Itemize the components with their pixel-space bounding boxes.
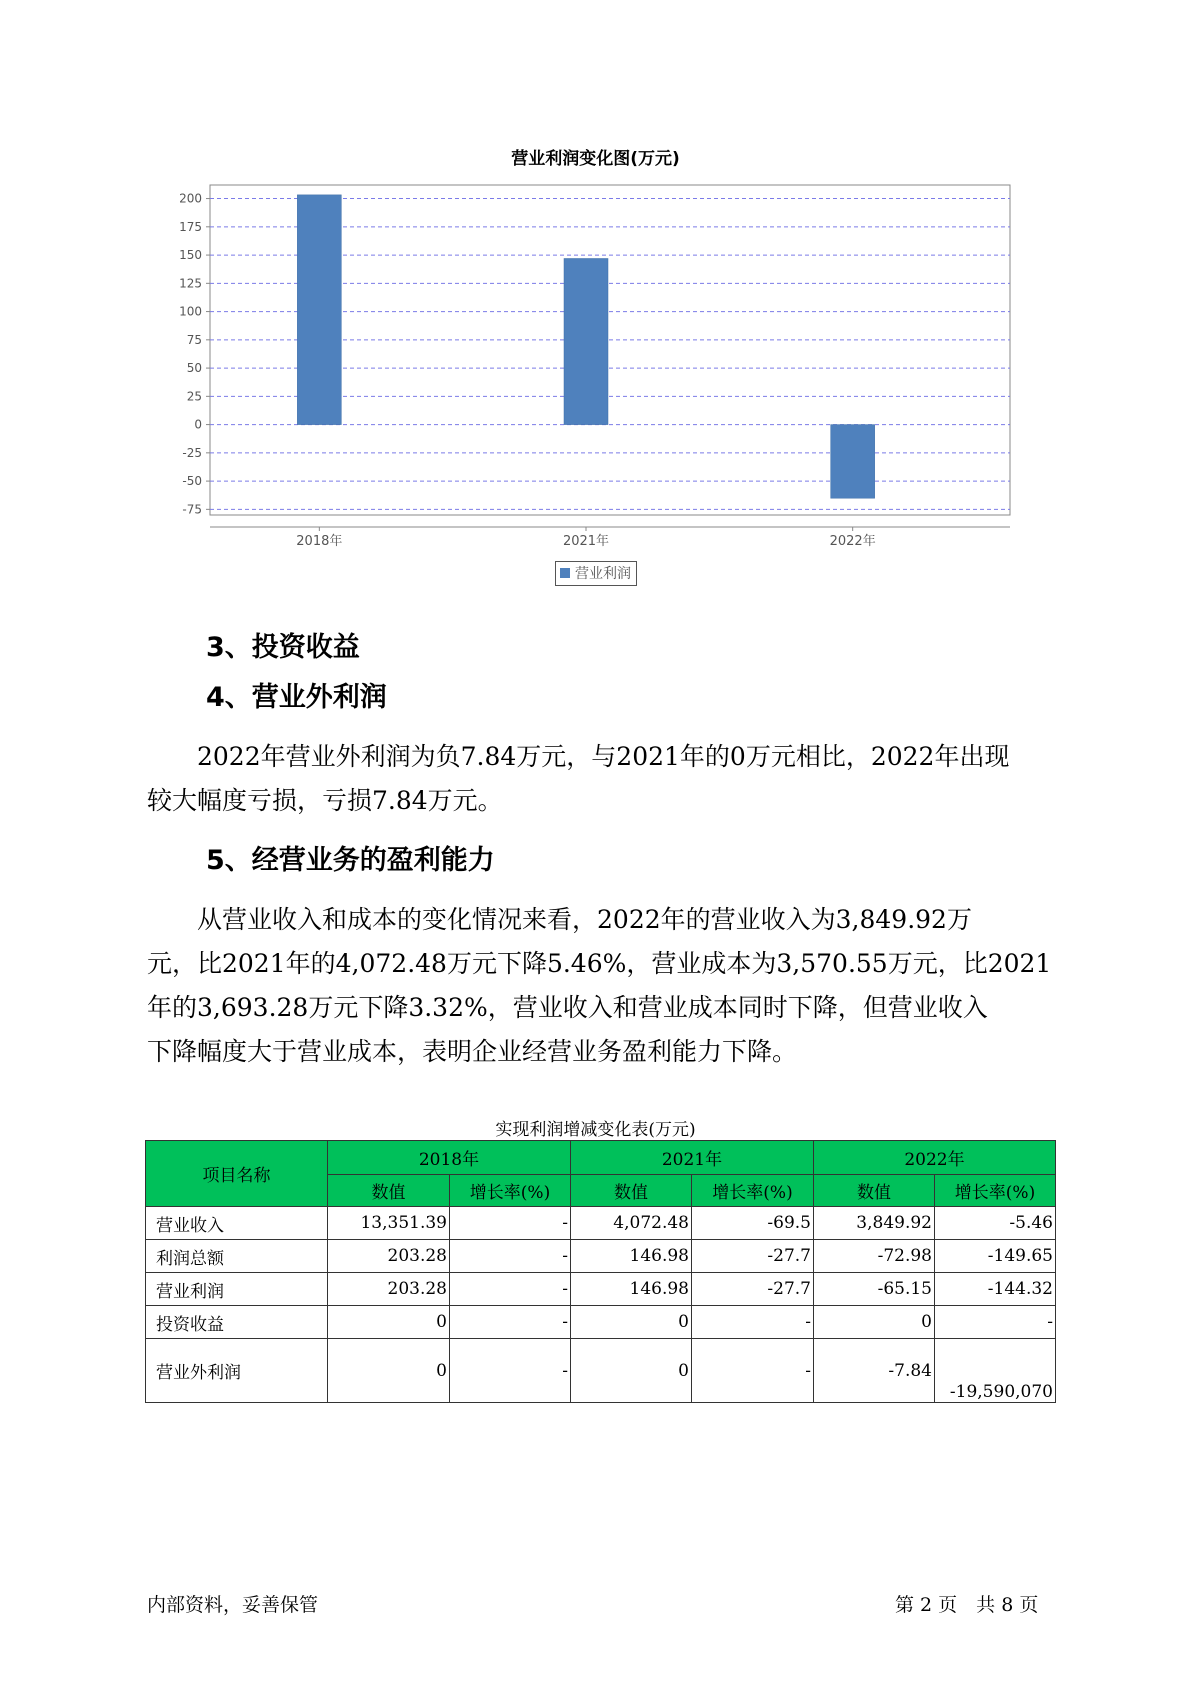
paragraph-line: 下降幅度大于营业成本，表明企业经营业务盈利能力下降。: [147, 1037, 798, 1066]
table-cell-growth: -: [935, 1306, 1056, 1339]
table-header-year: 2018年: [328, 1141, 571, 1175]
table-subheader-growth: 增长率(%): [450, 1175, 571, 1207]
y-tick-label: 50: [186, 361, 202, 376]
table-cell-item-name: 投资收益: [146, 1306, 328, 1339]
table-cell-value: 0: [814, 1306, 935, 1339]
table-cell-value: 146.98: [571, 1240, 692, 1273]
table-cell-item-name: 营业外利润: [146, 1339, 328, 1403]
paragraph-line: 较大幅度亏损，亏损7.84万元。: [147, 786, 503, 815]
table-cell-item-name: 营业利润: [146, 1273, 328, 1306]
paragraph-line: 2022年营业外利润为负7.84万元，与2021年的0万元相比，2022年出现: [197, 742, 1010, 771]
y-tick-label: 75: [186, 332, 202, 347]
heading-non-operating-profit: 4、营业外利润: [206, 682, 387, 713]
paragraph-line: 年的3,693.28万元下降3.32%，营业收入和营业成本同时下降，但营业收入: [147, 993, 988, 1022]
table-cell-growth: -149.65: [935, 1240, 1056, 1273]
table-subheader-value: 数值: [814, 1175, 935, 1207]
chart-legend: [555, 561, 637, 586]
table-cell-growth: -19,590,070: [935, 1339, 1056, 1403]
table-subheader-growth: 增长率(%): [935, 1175, 1056, 1207]
table-cell-value: -72.98: [814, 1240, 935, 1273]
y-tick-label: 25: [186, 389, 202, 404]
table-cell-growth: -69.5: [692, 1207, 814, 1240]
table-cell-value: 3,849.92: [814, 1207, 935, 1240]
table-cell-item-name: 营业收入: [146, 1207, 328, 1240]
table-row: [146, 1240, 1056, 1273]
table-cell-value: 203.28: [328, 1240, 450, 1273]
table-cell-value: 203.28: [328, 1273, 450, 1306]
table-cell-value: 146.98: [571, 1273, 692, 1306]
table-cell-growth: -: [692, 1339, 814, 1403]
table-caption: 实现利润增减变化表(万元): [495, 1120, 696, 1140]
y-tick-label: 175: [179, 219, 202, 234]
table-cell-value: 4,072.48: [571, 1207, 692, 1240]
x-tick-label: 2021年: [562, 534, 610, 549]
chart-title: 营业利润变化图(万元): [511, 149, 680, 169]
bar-chart: [0, 0, 1191, 600]
table-subheader-value: 数值: [571, 1175, 692, 1207]
table-cell-growth: -: [692, 1306, 814, 1339]
heading-investment-income: 3、投资收益: [206, 632, 360, 663]
y-tick-label: 150: [179, 248, 202, 263]
x-tick-label: 2018年: [296, 534, 343, 549]
y-tick-label: -25: [182, 445, 202, 460]
table-row: [146, 1207, 1056, 1240]
table-cell-value: 0: [328, 1306, 450, 1339]
y-tick-label: 0: [194, 417, 202, 432]
table-cell-growth: -: [450, 1339, 571, 1403]
table-row: [146, 1306, 1056, 1339]
paragraph-line: 从营业收入和成本的变化情况来看，2022年的营业收入为3,849.92万: [197, 905, 972, 934]
table-cell-growth: -: [450, 1240, 571, 1273]
footer-page-number: 第 2 页 共 8 页: [895, 1594, 1039, 1616]
table-row: [146, 1273, 1056, 1306]
bar: [297, 195, 341, 425]
table-cell-growth: -: [450, 1273, 571, 1306]
bar: [564, 258, 608, 424]
table-cell-growth: -: [450, 1306, 571, 1339]
table-subheader-growth: 增长率(%): [692, 1175, 814, 1207]
x-tick-label: 2022年: [829, 534, 876, 549]
legend-label: 营业利润: [575, 566, 631, 582]
y-tick-label: -50: [182, 474, 202, 489]
table-cell-item-name: 利润总额: [146, 1240, 328, 1273]
table-body: [146, 1207, 1056, 1403]
y-tick-label: 125: [179, 276, 202, 291]
table-cell-growth: -144.32: [935, 1273, 1056, 1306]
profit-change-table: [145, 1140, 1056, 1403]
y-tick-label: -75: [182, 502, 202, 517]
paragraph-line: 元，比2021年的4,072.48万元下降5.46%，营业成本为3,570.55万元，比2021: [147, 949, 1052, 978]
table-cell-value: -7.84: [814, 1339, 935, 1403]
table-cell-value: 13,351.39: [328, 1207, 450, 1240]
legend-swatch: [560, 568, 570, 578]
table-cell-growth: -27.7: [692, 1273, 814, 1306]
paragraph-profitability: [147, 898, 1067, 1074]
table-header-item: 项目名称: [146, 1141, 328, 1207]
y-tick-label: 100: [179, 304, 202, 319]
table-cell-value: 0: [328, 1339, 450, 1403]
table-cell-value: -65.15: [814, 1273, 935, 1306]
table-cell-value: 0: [571, 1339, 692, 1403]
table-row: [146, 1339, 1056, 1403]
footer-confidential-note: 内部资料，妥善保管: [147, 1594, 319, 1616]
heading-profitability: 5、经营业务的盈利能力: [206, 845, 495, 876]
table-header-year: 2021年: [571, 1141, 814, 1175]
table-cell-value: 0: [571, 1306, 692, 1339]
y-tick-label: 200: [179, 191, 202, 206]
table-cell-growth: -: [450, 1207, 571, 1240]
bar: [831, 425, 875, 499]
table-subheader-value: 数值: [328, 1175, 450, 1207]
table-header-year: 2022年: [814, 1141, 1056, 1175]
table-cell-growth: -5.46: [935, 1207, 1056, 1240]
paragraph-non-operating-profit: [147, 735, 1067, 823]
table-cell-growth: -27.7: [692, 1240, 814, 1273]
